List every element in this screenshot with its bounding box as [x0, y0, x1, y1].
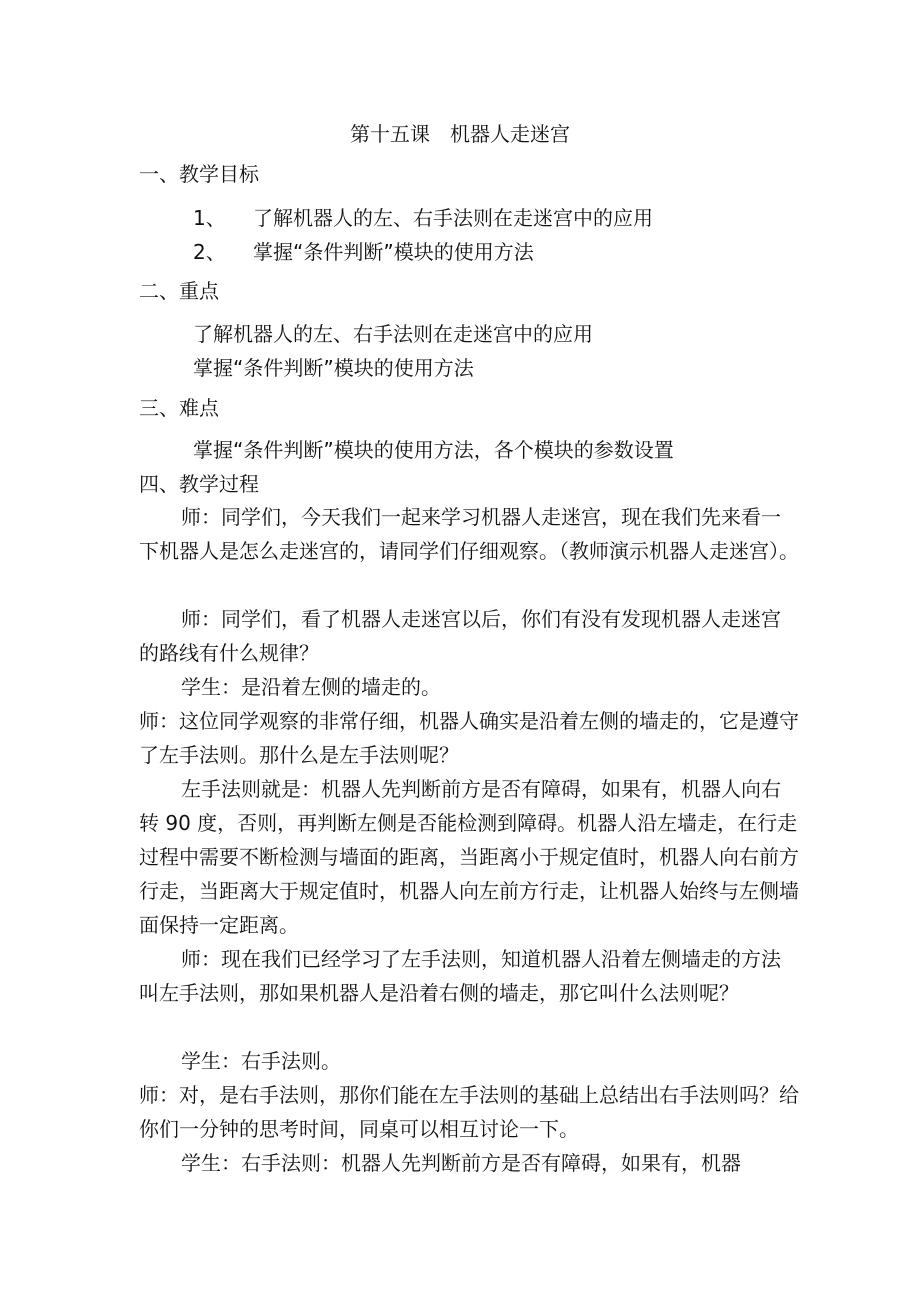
lesson-title: 第十五课 机器人走迷宫	[350, 122, 570, 146]
process-paragraph: 学生：是沿着左侧的墙走的。	[181, 675, 441, 699]
process-paragraph: 师：对，是右手法则，那你们能在左手法则的基础上总结出右手法则吗？给你们一分钟的思考时间，同桌可以相互讨论一下。	[139, 1083, 799, 1141]
difficulty-line: 掌握“条件判断”模块的使用方法，各个模块的参数设置	[193, 438, 674, 462]
key-point-line: 了解机器人的左、右手法则在走迷宫中的应用	[193, 322, 593, 346]
section-heading-difficulties: 三、难点	[139, 396, 219, 420]
process-paragraph: 左手法则就是：机器人先判断前方是否有障碍，如果有，机器人向右转 90 度，否则，再判断左侧是否能检测到障碍。机器人沿左墙走，在行走过程中需要不断检测与墙面的距离，当距离小于规定值时，机器人向右前方行走，当距离大于规定值时，机器人向左前方行走，让机器人始终与左侧墙面保持一定距离。	[139, 777, 799, 937]
key-point-line: 掌握“条件判断”模块的使用方法	[193, 356, 474, 380]
process-paragraph: 师：这位同学观察的非常仔细，机器人确实是沿着左侧的墙走的，它是遵守了左手法则。那什么是左手法则呢？	[139, 709, 799, 767]
section-heading-objectives: 一、教学目标	[139, 162, 259, 186]
section-heading-key-points: 二、重点	[139, 279, 219, 303]
objective-text: 了解机器人的左、右手法则在走迷宫中的应用	[253, 206, 653, 230]
process-paragraph: 学生：右手法则。	[181, 1049, 341, 1073]
process-paragraph: 师：同学们，看了机器人走迷宫以后，你们有没有发现机器人走迷宫的路线有什么规律？	[139, 607, 781, 665]
objective-number: 2、	[193, 240, 226, 264]
process-paragraph: 师：现在我们已经学习了左手法则，知道机器人沿着左侧墙走的方法叫左手法则，那如果机器人是沿着右侧的墙走，那它叫什么法则呢？	[139, 947, 781, 1005]
objective-item	[193, 236, 534, 265]
process-paragraph: 学生：右手法则：机器人先判断前方是否有障碍，如果有，机器	[181, 1151, 741, 1175]
section-heading-process: 四、教学过程	[139, 472, 259, 496]
process-paragraph: 师：同学们，今天我们一起来学习机器人走迷宫，现在我们先来看一下机器人是怎么走迷宫的，请同学们仔细观察。（教师演示机器人走迷宫）。	[139, 505, 799, 563]
objective-number: 1、	[193, 206, 226, 230]
objective-item	[193, 202, 653, 231]
objective-text: 掌握“条件判断”模块的使用方法	[253, 240, 534, 264]
